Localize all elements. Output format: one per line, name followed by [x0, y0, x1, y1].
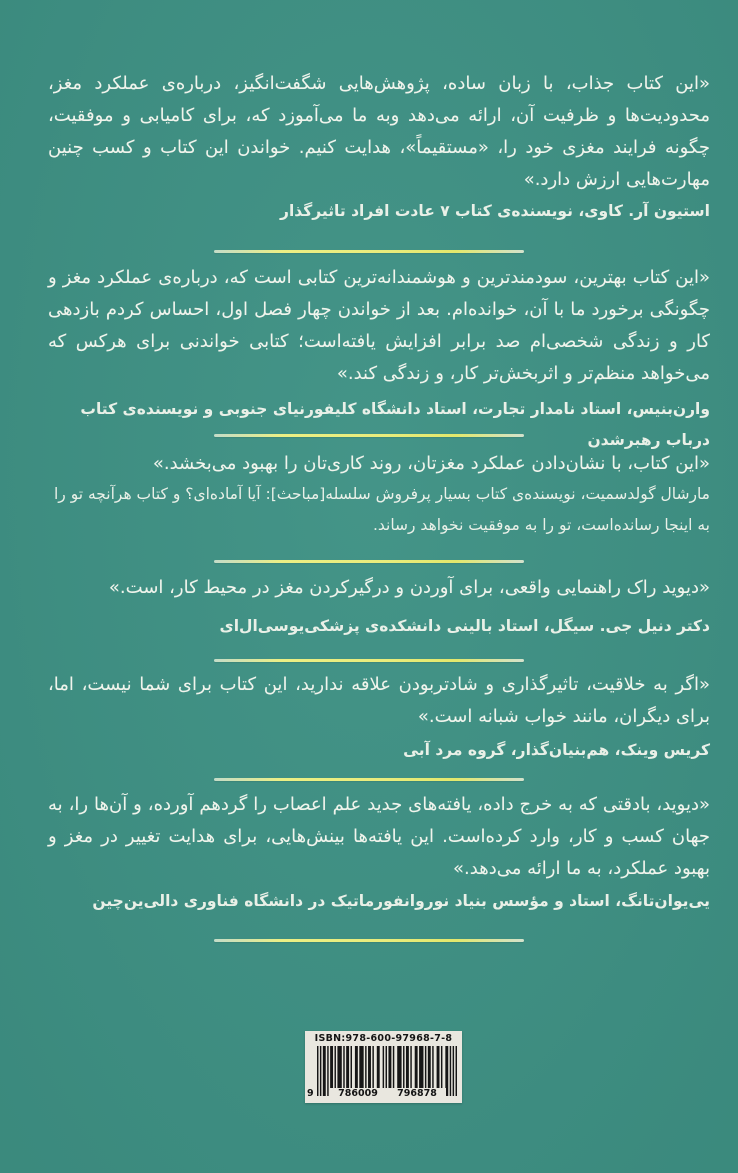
- section-divider: [214, 659, 524, 662]
- barcode-digit-group-2: 796878: [388, 1088, 446, 1099]
- section-divider: [214, 778, 524, 781]
- barcode-leading-digit: 9: [307, 1088, 314, 1099]
- section-divider: [214, 434, 524, 437]
- testimonial-attribution-5: کریس وینک، هم‌بنیان‌گذار، گروه مرد آبی: [403, 741, 710, 759]
- section-divider: [214, 250, 524, 253]
- testimonial-attribution-4: دکتر دنیل جی. سیگل، استاد بالینی دانشکده‌ی پزشکی‌یوسی‌ال‌ای: [219, 617, 710, 635]
- testimonial-attribution-1: استیون آر. کاوی، نویسنده‌ی کتاب ۷ عادت افراد تاثیرگذار: [280, 202, 710, 220]
- testimonial-quote-2: «این کتاب بهترین، سودمندترین و هوشمندانه‌ترین کتابی است که، درباره‌ی عملکرد مغز و چگونگی برخورد ما با آن، خوانده‌ام. بعد از خواندن چهار فصل اول، احساس کردم بازدهی کار و زندگی شخصی‌ام صد برابر افزایش یافته‌است؛ کتابی خواندنی برای هرکس که می‌خواهد منظم‌تر و اثربخش‌تر کار، و زندگی کند.»: [48, 267, 710, 384]
- barcode-digit-group-1: 786009: [329, 1088, 387, 1099]
- barcode-label: [305, 1031, 462, 1103]
- testimonial-quote-3: «این کتاب، با نشان‌دادن عملکرد مغزتان، روند کاری‌تان را بهبود می‌بخشد.»: [152, 453, 710, 474]
- isbn-number: ISBN:978-600-97968-7-8: [314, 1033, 453, 1044]
- testimonial-attribution-3: مارشال گولدسمیت، نویسنده‌ی کتاب بسیار پرفروش سلسله[مباحث]: آیا آماده‌ای؟ و کتاب هرآنچه تو را به اینجا رسانده‌است، تو را به موفقیت نخواهد رساند.: [54, 485, 710, 534]
- testimonial-quote-6: «دیوید، بادقتی که به خرج داده، یافته‌های جدید علم اعصاب را گردهم آورده، و آن‌ها را، به جهان کسب و کار، وارد کرده‌است. این یافته‌ها بینش‌هایی، برای هدایت تغییر در مغز و بهبود عملکرد، به ما ارائه می‌دهد.»: [48, 794, 710, 879]
- section-divider: [214, 560, 524, 563]
- testimonial-attribution-2: وارن‌بنیس، استاد نامدار تجارت، استاد دانشگاه کلیفورنیای جنوبی و نویسنده‌ی کتاب درباب رهبرشدن: [80, 400, 710, 449]
- testimonial-quote-5: «اگر به خلاقیت، تاثیرگذاری و شادتربودن علاقه ندارید، این کتاب برای شما نیست، اما، برای دیگران، مانند خواب شبانه است.»: [48, 674, 710, 727]
- section-divider: [214, 939, 524, 942]
- testimonial-quote-4: «دیوید راک راهنمایی واقعی، برای آوردن و درگیرکردن مغز در محیط کار، است.»: [108, 577, 710, 598]
- testimonial-attribution-6: یی‌یوان‌تانگ، استاد و مؤسس بنیاد نوروانفورماتیک در دانشگاه فناوری دالی‌ین‌چین: [92, 892, 710, 910]
- testimonial-quote-1: «این کتاب جذاب، با زبان ساده، پژوهش‌هایی شگفت‌انگیز، درباره‌ی عملکرد مغز، محدودیت‌ها و ظرفیت آن، ارائه می‌دهد وبه ما می‌آموزد که، برای کامیابی و موفقیت، چگونه فرایند مغزی خود را، «مستقیماً»، هدایت کنیم. خواندن این کتاب و کسب چنین مهارت‌هایی ارزش دارد.»: [48, 73, 710, 190]
